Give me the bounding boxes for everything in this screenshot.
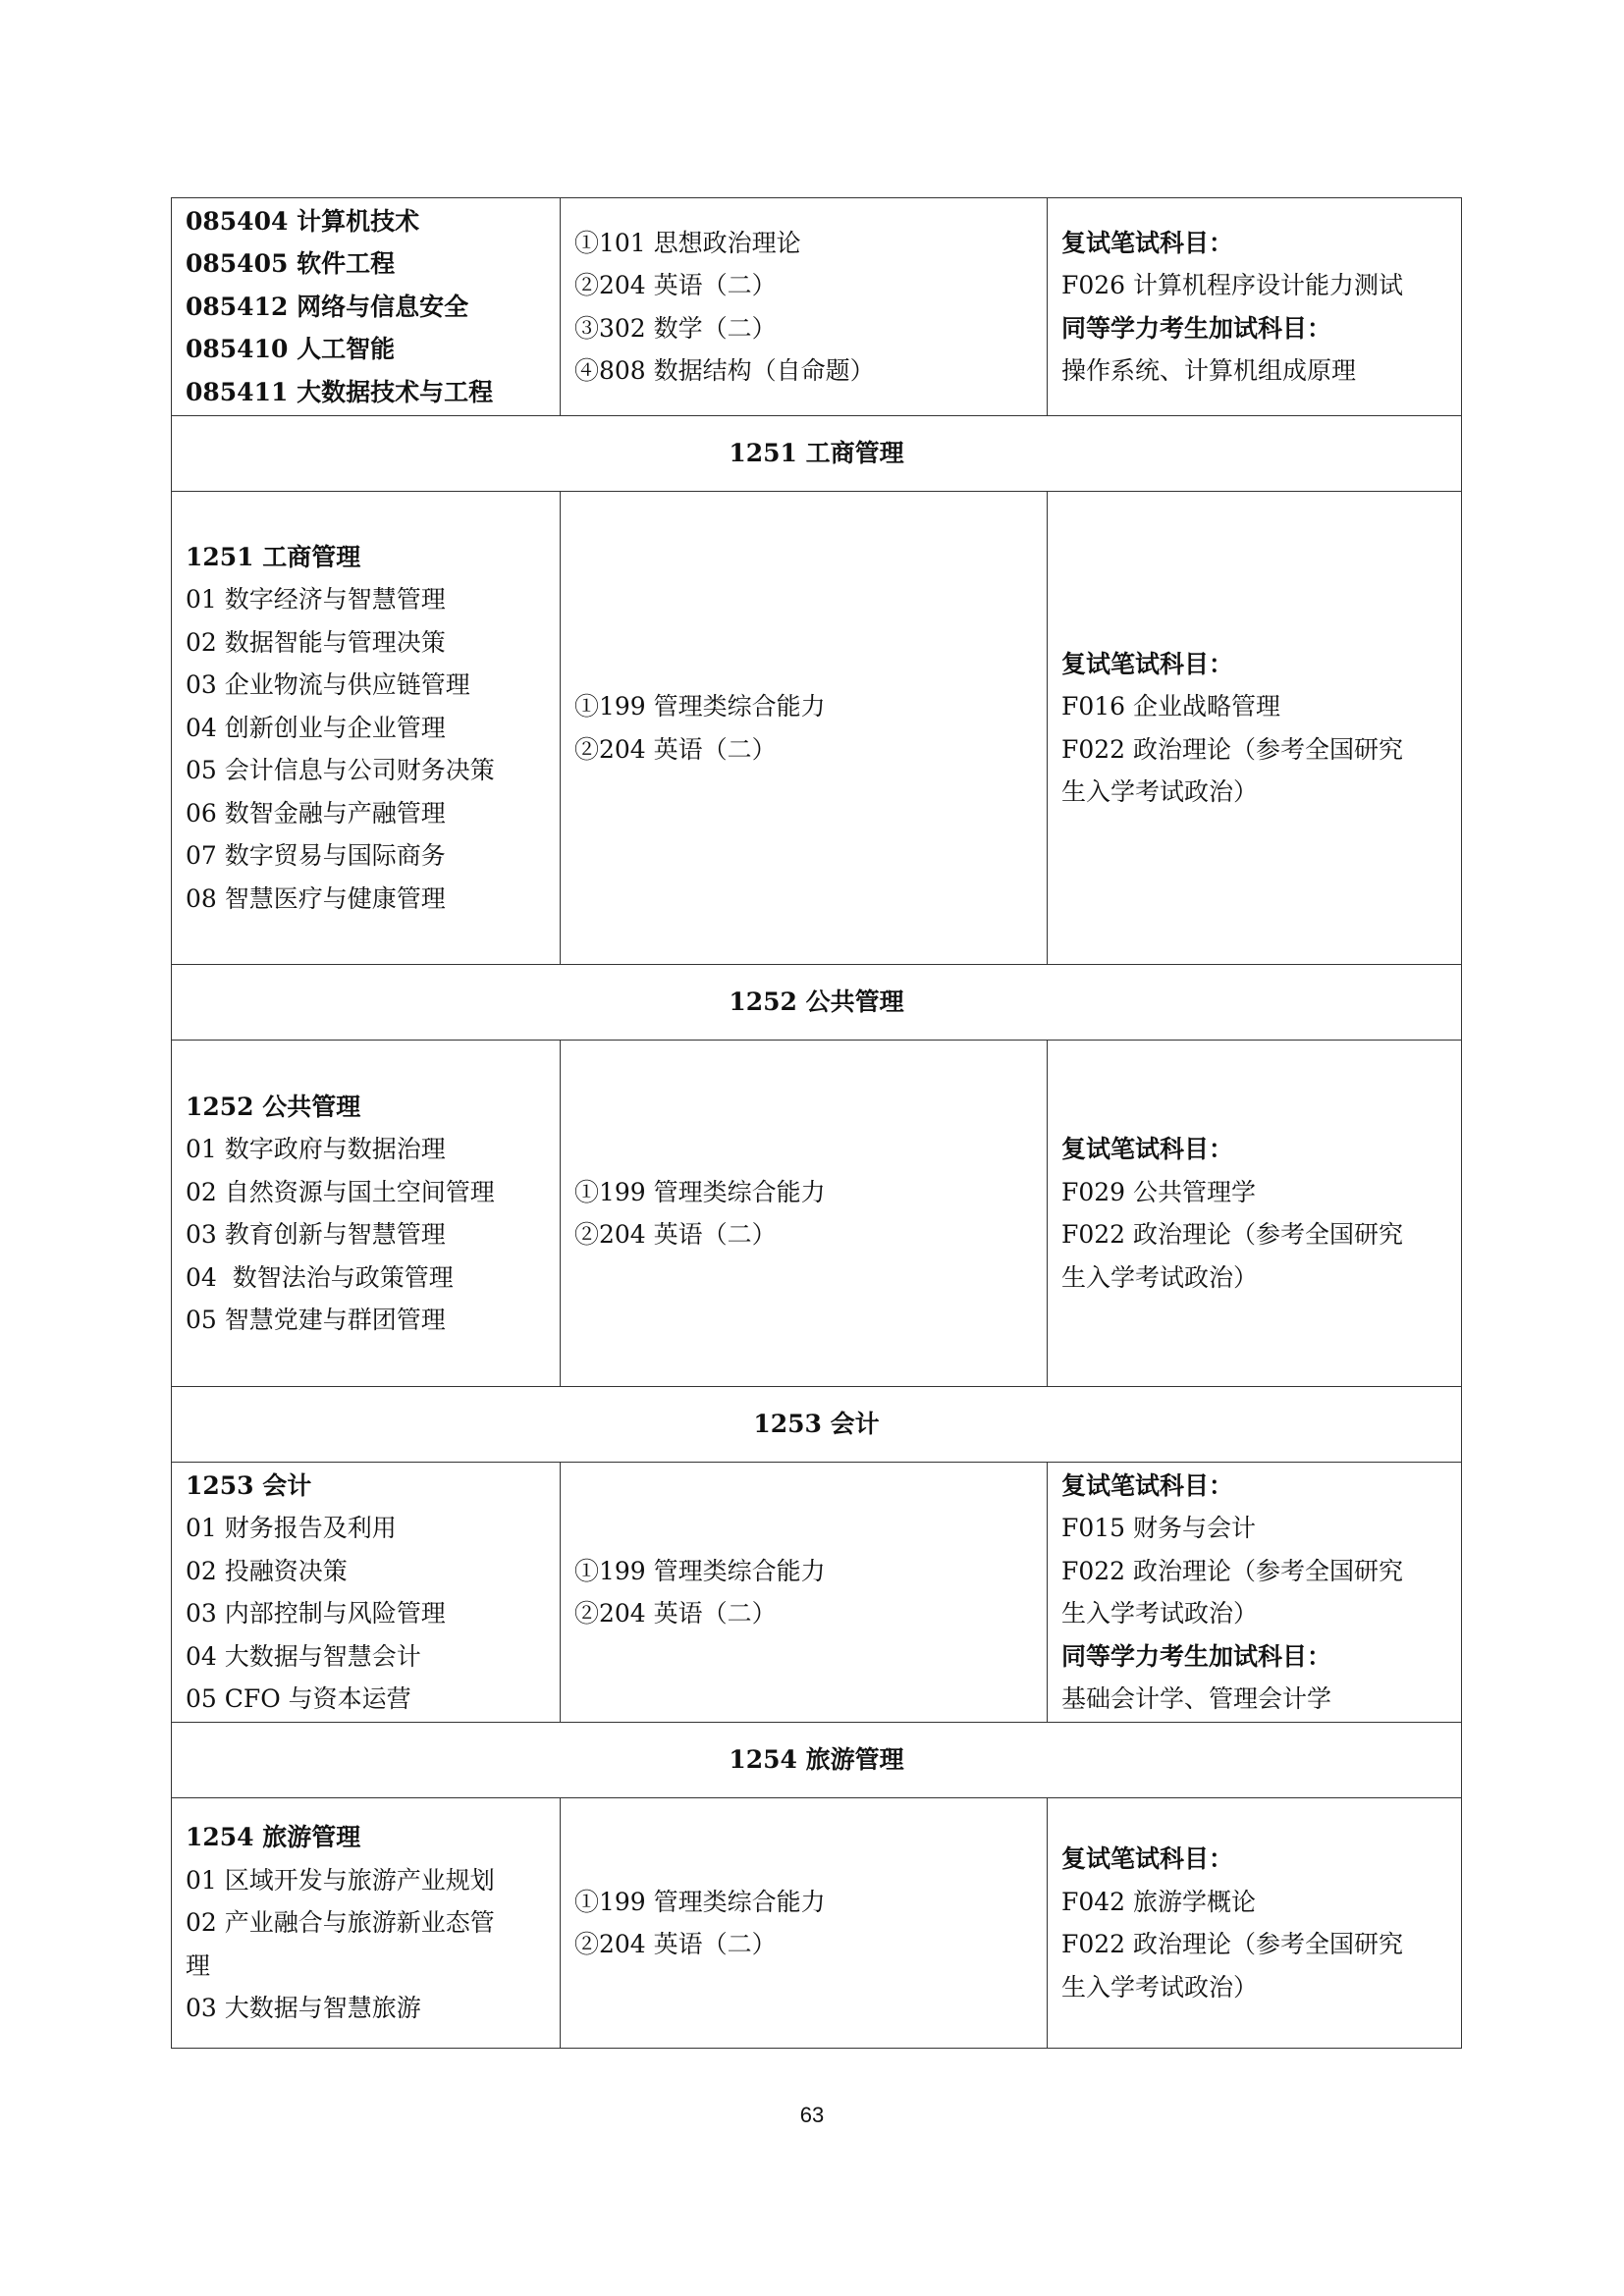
retest-cell xyxy=(1048,198,1462,416)
major-line: 1252 公共管理 xyxy=(186,1092,361,1121)
major-cell xyxy=(172,1463,561,1723)
page-number: 63 xyxy=(799,2103,825,2127)
direction-line: 01 数字经济与智慧管理 xyxy=(186,585,446,614)
direction-line: 04 创新创业与企业管理 xyxy=(186,713,446,742)
section-header-row xyxy=(172,1723,1462,1798)
direction-line: 03 企业物流与供应链管理 xyxy=(186,670,470,700)
exam-cell xyxy=(561,1798,1048,2049)
admissions-table xyxy=(171,197,1462,2049)
exam-line: ②204 英语（二） xyxy=(574,1220,777,1249)
direction-line: 08 智慧医疗与健康管理 xyxy=(186,883,446,913)
direction-line: 理 xyxy=(186,1950,211,1980)
exam-line: ①199 管理类综合能力 xyxy=(574,1887,826,1916)
retest-item: 生入学考试政治） xyxy=(1061,1972,1259,2002)
direction-line: 02 自然资源与国土空间管理 xyxy=(186,1177,495,1206)
major-line: 085412 网络与信息安全 xyxy=(186,292,469,321)
direction-line: 07 数字贸易与国际商务 xyxy=(186,841,446,871)
direction-line: 05 CFO 与资本运营 xyxy=(186,1684,411,1713)
major-cell xyxy=(172,492,561,965)
retest-heading: 复试笔试科目： xyxy=(1061,649,1234,678)
retest-heading: 复试笔试科目： xyxy=(1061,1844,1234,1873)
retest-heading: 复试笔试科目： xyxy=(1061,1135,1234,1163)
retest-item: 生入学考试政治） xyxy=(1061,777,1259,806)
exam-line: ②204 英语（二） xyxy=(574,1599,777,1628)
table-row xyxy=(172,198,1462,416)
retest-heading: 复试笔试科目： xyxy=(1061,228,1234,257)
major-cell xyxy=(172,1041,561,1387)
major-line: 1251 工商管理 xyxy=(186,542,361,571)
section-header-row xyxy=(172,965,1462,1041)
major-line: 085411 大数据技术与工程 xyxy=(186,377,494,406)
major-line: 085405 软件工程 xyxy=(186,249,396,279)
exam-cell xyxy=(561,1463,1048,1723)
direction-line: 05 会计信息与公司财务决策 xyxy=(186,756,495,785)
exam-line: ②204 英语（二） xyxy=(574,271,777,299)
major-cell xyxy=(172,1798,561,2049)
retest-item: F029 公共管理学 xyxy=(1061,1177,1257,1206)
section-title: 1254 旅游管理 xyxy=(172,1723,1462,1798)
major-line: 1253 会计 xyxy=(186,1470,312,1500)
direction-line: 01 区域开发与旅游产业规划 xyxy=(186,1865,495,1895)
section-title: 1253 会计 xyxy=(172,1387,1462,1463)
table-row xyxy=(172,1463,1462,1723)
retest-item: F022 政治理论（参考全国研究 xyxy=(1061,1556,1404,1585)
retest-item: 生入学考试政治） xyxy=(1061,1599,1259,1628)
major-line: 1254 旅游管理 xyxy=(186,1823,361,1852)
exam-line: ②204 英语（二） xyxy=(574,1930,777,1958)
retest-item: F015 财务与会计 xyxy=(1061,1514,1257,1542)
extra-item: 操作系统、计算机组成原理 xyxy=(1061,356,1357,385)
retest-item: F042 旅游学概论 xyxy=(1061,1887,1257,1916)
section-header-row xyxy=(172,1387,1462,1463)
direction-line: 04 数智法治与政策管理 xyxy=(186,1262,454,1292)
direction-line: 02 投融资决策 xyxy=(186,1556,348,1585)
table-row xyxy=(172,1798,1462,2049)
exam-cell xyxy=(561,492,1048,965)
section-title: 1252 公共管理 xyxy=(172,965,1462,1041)
direction-line: 05 智慧党建与群团管理 xyxy=(186,1306,446,1334)
exam-line: ①199 管理类综合能力 xyxy=(574,692,826,721)
direction-line: 06 数智金融与产融管理 xyxy=(186,798,446,828)
direction-line: 01 数字政府与数据治理 xyxy=(186,1135,446,1163)
exam-line: ④808 数据结构（自命题） xyxy=(574,356,875,385)
exam-line: ③302 数学（二） xyxy=(574,313,777,343)
direction-line: 03 内部控制与风险管理 xyxy=(186,1599,446,1628)
retest-item: F026 计算机程序设计能力测试 xyxy=(1061,271,1404,299)
table-row xyxy=(172,492,1462,965)
exam-cell xyxy=(561,198,1048,416)
retest-heading: 复试笔试科目： xyxy=(1061,1470,1234,1500)
retest-cell xyxy=(1048,1798,1462,2049)
retest-item: F016 企业战略管理 xyxy=(1061,692,1281,721)
retest-cell xyxy=(1048,1041,1462,1387)
major-cell xyxy=(172,198,561,416)
retest-item: F022 政治理论（参考全国研究 xyxy=(1061,1220,1404,1249)
section-header-row xyxy=(172,416,1462,492)
extra-item: 基础会计学、管理会计学 xyxy=(1061,1684,1332,1713)
extra-heading: 同等学力考生加试科目： xyxy=(1061,1641,1332,1671)
exam-line: ①101 思想政治理论 xyxy=(574,228,801,257)
direction-line: 02 产业融合与旅游新业态管 xyxy=(186,1908,495,1938)
retest-item: 生入学考试政治） xyxy=(1061,1262,1259,1292)
direction-line: 01 财务报告及利用 xyxy=(186,1514,397,1542)
retest-item: F022 政治理论（参考全国研究 xyxy=(1061,1930,1404,1958)
direction-line: 03 大数据与智慧旅游 xyxy=(186,1994,421,2023)
direction-line: 03 教育创新与智慧管理 xyxy=(186,1220,446,1249)
exam-line: ②204 英语（二） xyxy=(574,734,777,764)
retest-item: F022 政治理论（参考全国研究 xyxy=(1061,734,1404,764)
direction-line: 04 大数据与智慧会计 xyxy=(186,1641,421,1671)
exam-line: ①199 管理类综合能力 xyxy=(574,1556,826,1585)
retest-cell xyxy=(1048,492,1462,965)
retest-cell xyxy=(1048,1463,1462,1723)
section-title: 1251 工商管理 xyxy=(172,416,1462,492)
exam-cell xyxy=(561,1041,1048,1387)
extra-heading: 同等学力考生加试科目： xyxy=(1061,313,1332,343)
exam-line: ①199 管理类综合能力 xyxy=(574,1177,826,1206)
table-row xyxy=(172,1041,1462,1387)
major-line: 085410 人工智能 xyxy=(186,335,396,364)
major-line: 085404 计算机技术 xyxy=(186,206,420,236)
direction-line: 02 数据智能与管理决策 xyxy=(186,627,446,657)
